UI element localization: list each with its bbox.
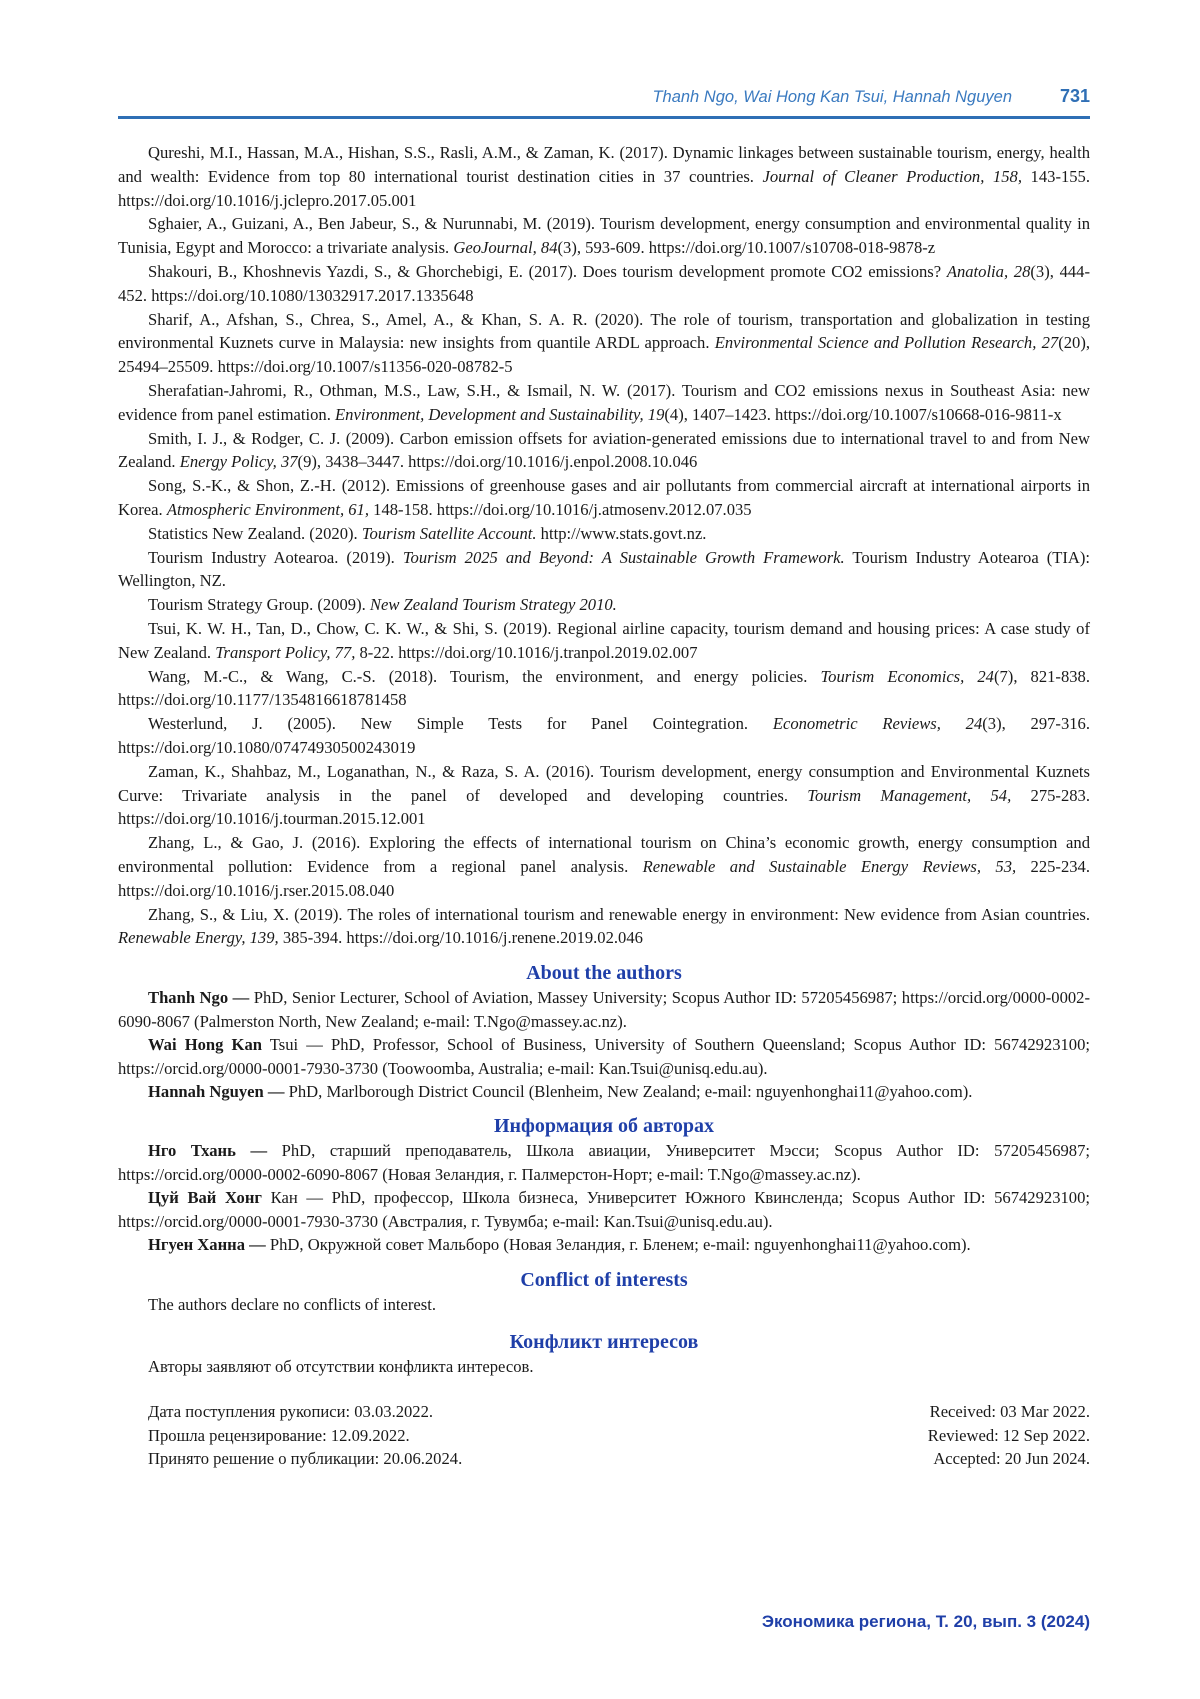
reference-text: Zhang, L., & Gao, J. (2016). Exploring the effects of international tourism on China’s economic growth, energy consumption and environmental pollution: Evidence from a regional panel analysis. <box>118 833 1090 876</box>
manuscript-dates <box>118 1400 1090 1471</box>
reference-details: (4), 1407–1423. https://doi.org/10.1007/s10668-016-9811-x <box>664 404 1062 424</box>
reference-source: Renewable Energy, 139, <box>118 928 279 948</box>
reference-source: Anatolia, 28 <box>946 261 1031 281</box>
author-details: Tsui — PhD, Professor, School of Business, University of Southern Queensland; Scopus Author ID: 56742923100; https://orcid.org/0000-0001-7930-3730 (Toowoomba, Australia; e-mail: Kan.Tsui@unisq.edu.au). <box>118 1035 1091 1078</box>
reference-entry <box>118 760 1090 831</box>
date-accepted-ru: Принято решение о публикации: 20.06.2024. <box>148 1449 463 1469</box>
reference-source: Tourism Economics, 24 <box>820 666 994 686</box>
author-details: PhD, Senior Lecturer, School of Aviation, Massey University; Scopus Author ID: 57205456987; https://orcid.org/0000-0002-6090-8067 (Palmerston North, New Zealand; e-mail: T.Ngo@massey.ac.nz). <box>118 988 1090 1031</box>
dates-ru <box>118 1400 462 1471</box>
reference-details: 275-283. https://doi.org/10.1016/j.tourman.2015.12.001 <box>118 785 1090 829</box>
reference-details: (20), 25494–25509. https://doi.org/10.1007/s11356-020-08782-5 <box>118 333 1090 377</box>
reference-text: Zaman, K., Shahbaz, M., Loganathan, N., & Raza, S. A. (2016). Tourism development, energy consumption and Environmental Kuznets Curve: Trivariate analysis in the panel of developed and developing countries. <box>118 761 1090 805</box>
reference-source: Tourism Satellite Account. <box>361 523 537 543</box>
reference-list <box>118 141 1090 950</box>
reference-text: Zhang, S., & Liu, X. (2019). The roles of international tourism and renewable energy in environment: New evidence from Asian countries. <box>148 904 1090 924</box>
reference-details: 225-234. https://doi.org/10.1016/j.rser.2015.08.040 <box>118 856 1090 900</box>
conflict-heading: Conflict of interests <box>520 1269 688 1292</box>
reference-entry <box>118 665 1090 713</box>
reference-source: GeoJournal, 84 <box>453 238 558 258</box>
reference-source: Tourism 2025 and Beyond: A Sustainable Growth Framework. <box>402 547 845 567</box>
about-authors-en <box>118 986 1090 1104</box>
reference-details: 8-22. https://doi.org/10.1016/j.tranpol.2019.02.007 <box>355 642 698 662</box>
author-name: Hannah Nguyen — <box>148 1082 285 1102</box>
author-details: PhD, Окружной совет Мальборо (Новая Зеландия, г. Бленем; e-mail: nguyenhonghai11@yahoo.com). <box>265 1235 971 1255</box>
running-header <box>118 86 1090 119</box>
reference-details: (3), 444-452. https://doi.org/10.1080/13032917.2017.1335648 <box>118 261 1091 305</box>
reference-entry <box>118 522 1090 546</box>
reference-text: Wang, M.-C., & Wang, C.-S. (2018). Tourism, the environment, and energy policies. <box>148 666 821 686</box>
reference-source: Econometric Reviews, 24 <box>772 714 983 734</box>
reference-text: Smith, I. J., & Rodger, C. J. (2009). Carbon emission offsets for aviation-generated emissions due to international travel to and from New Zealand. <box>118 428 1090 472</box>
author-entry <box>118 1080 1090 1104</box>
reference-source: Atmospheric Environment, 61, <box>166 499 370 519</box>
reference-text: Qureshi, M.I., Hassan, M.A., Hishan, S.S., Rasli, A.M., & Zaman, K. (2017). Dynamic linkages between sustainable tourism, energy, health and wealth: Evidence from top 80 international tourist destination cities in 37 countries. <box>118 143 1090 186</box>
author-entry <box>118 1186 1090 1233</box>
date-received-en: Received: 03 Mar 2022. <box>929 1402 1090 1422</box>
reference-text: Sghaier, A., Guizani, A., Ben Jabeur, S., & Nurunnabi, M. (2019). Tourism development, energy consumption and environmental quality in Tunisia, Egypt and Morocco: a trivariate analysis. <box>118 214 1090 258</box>
reference-entry <box>118 712 1090 760</box>
reference-entry <box>118 212 1090 260</box>
reference-text: Statistics New Zealand. (2020). <box>148 523 362 543</box>
reference-entry <box>118 379 1090 427</box>
author-entry <box>118 986 1090 1033</box>
author-details: Кан — PhD, профессор, Школа бизнеса, Университет Южного Квинсленда; Scopus Author ID: 56742923100; https://orcid.org/0000-0001-7930-3730 (Австралия, г. Тувумба; e-mail: Kan.Tsui@unisq.edu.au). <box>118 1188 1090 1231</box>
page-content <box>118 141 1090 1471</box>
about-authors-ru-heading: Информация об авторах <box>493 1115 715 1138</box>
about-authors-heading: About the authors <box>526 962 682 985</box>
reference-details: 143-155. https://doi.org/10.1016/j.jclepro.2017.05.001 <box>118 166 1091 210</box>
about-authors-ru <box>118 1139 1090 1257</box>
page-number: 731 <box>1059 86 1090 106</box>
conflict-text: The authors declare no conflicts of interest. <box>148 1295 436 1315</box>
author-entry <box>118 1033 1090 1080</box>
reference-source: Journal of Cleaner Production, 158, <box>762 166 1022 186</box>
reference-text: Shakouri, B., Khoshnevis Yazdi, S., & Ghorchebigi, E. (2017). Does tourism development promote CO2 emissions? <box>148 261 947 281</box>
reference-text: Song, S.-K., & Shon, Z.-H. (2012). Emissions of greenhouse gases and air pollutants from commercial aircraft at international airports in Korea. <box>118 476 1090 519</box>
reference-details: http://www.stats.govt.nz. <box>536 523 707 543</box>
reference-entry <box>118 308 1090 379</box>
date-reviewed-en: Reviewed: 12 Sep 2022. <box>927 1425 1090 1445</box>
reference-entry <box>118 260 1090 308</box>
conflict-ru-heading: Конфликт интересов <box>509 1330 699 1353</box>
date-reviewed-ru: Прошла рецензирование: 12.09.2022. <box>148 1425 410 1445</box>
reference-entry <box>118 831 1090 902</box>
reference-entry <box>118 427 1090 475</box>
author-name: Нго Тхань — <box>148 1141 268 1161</box>
dates-en <box>928 1400 1090 1471</box>
author-details: PhD, старший преподаватель, Школа авиации, Университет Мэсси; Scopus Author ID: 57205456987; https://orcid.org/0000-0002-6090-8067 (Новая Зеландия, г. Палмерстон-Норт; e-mail: T.Ngo@massey.ac.nz). <box>118 1141 1090 1184</box>
journal-footer: Экономика региона, Т. 20, вып. 3 (2024) <box>761 1612 1090 1631</box>
reference-text: Sharif, A., Afshan, S., Chrea, S., Amel, A., & Khan, S. A. R. (2020). The role of tourism, transportation and globalization in testing environmental Kuznets curve in Malaysia: new insights from quantile ARDL approach. <box>118 309 1090 353</box>
author-name: Thanh Ngo — <box>148 988 250 1008</box>
author-name: Цуй Вай Хонг <box>148 1188 262 1208</box>
reference-text: Tourism Strategy Group. (2009). <box>148 595 370 615</box>
reference-entry <box>118 903 1090 951</box>
date-received-ru: Дата поступления рукописи: 03.03.2022. <box>148 1402 434 1422</box>
author-entry <box>118 1233 1090 1257</box>
reference-details: (3), 297-316. https://doi.org/10.1080/07474930500243019 <box>118 714 1090 757</box>
reference-source: New Zealand Tourism Strategy 2010. <box>369 595 617 615</box>
reference-entry <box>118 474 1090 522</box>
reference-entry <box>118 617 1090 665</box>
header-authors: Thanh Ngo, Wai Hong Kan Tsui, Hannah Nguyen <box>652 88 1012 106</box>
author-name: Нгуен Ханна — <box>148 1235 266 1255</box>
reference-source: Environment, Development and Sustainability, 19 <box>335 404 665 424</box>
reference-text: Sherafatian-Jahromi, R., Othman, M.S., Law, S.H., & Ismail, N. W. (2017). Tourism and CO2 emissions nexus in Southeast Asia: new evidence from panel estimation. <box>118 380 1090 424</box>
date-accepted-en: Accepted: 20 Jun 2024. <box>933 1449 1090 1469</box>
reference-source: Environmental Science and Pollution Research, 27 <box>714 333 1059 353</box>
reference-source: Tourism Management, 54, <box>807 785 1012 805</box>
reference-details: (7), 821-838. https://doi.org/10.1177/1354816618781458 <box>118 666 1090 710</box>
reference-text: Westerlund, J. (2005). New Simple Tests for Panel Cointegration. <box>148 714 773 734</box>
author-name: Wai Hong Kan <box>148 1035 262 1055</box>
reference-entry <box>118 141 1090 212</box>
reference-details: Tourism Industry Aotearoa (TIA): Wellington, NZ. <box>118 547 1091 591</box>
conflict-ru-text: Авторы заявляют об отсутствии конфликта интересов. <box>148 1356 534 1376</box>
reference-entry <box>118 593 1090 617</box>
reference-source: Energy Policy, 37 <box>179 452 298 472</box>
author-details: PhD, Marlborough District Council (Blenheim, New Zealand; e-mail: nguyenhonghai11@yahoo.com). <box>284 1082 973 1102</box>
reference-details: (3), 593-609. https://doi.org/10.1007/s10708-018-9878-z <box>557 238 936 258</box>
reference-text: Tourism Industry Aotearoa. (2019). <box>148 547 403 567</box>
reference-details: 148-158. https://doi.org/10.1016/j.atmosenv.2012.07.035 <box>369 499 752 519</box>
reference-source: Transport Policy, 77, <box>215 642 356 662</box>
reference-text: Tsui, K. W. H., Tan, D., Chow, C. K. W., & Shi, S. (2019). Regional airline capacity, tourism demand and housing prices: A case study of New Zealand. <box>118 618 1090 662</box>
reference-details: 385-394. https://doi.org/10.1016/j.renene.2019.02.046 <box>278 928 643 948</box>
reference-source: Renewable and Sustainable Energy Reviews, 53, <box>642 856 1017 876</box>
reference-details: (9), 3438–3447. https://doi.org/10.1016/j.enpol.2008.10.046 <box>297 452 698 472</box>
author-entry <box>118 1139 1090 1186</box>
reference-entry <box>118 546 1090 594</box>
